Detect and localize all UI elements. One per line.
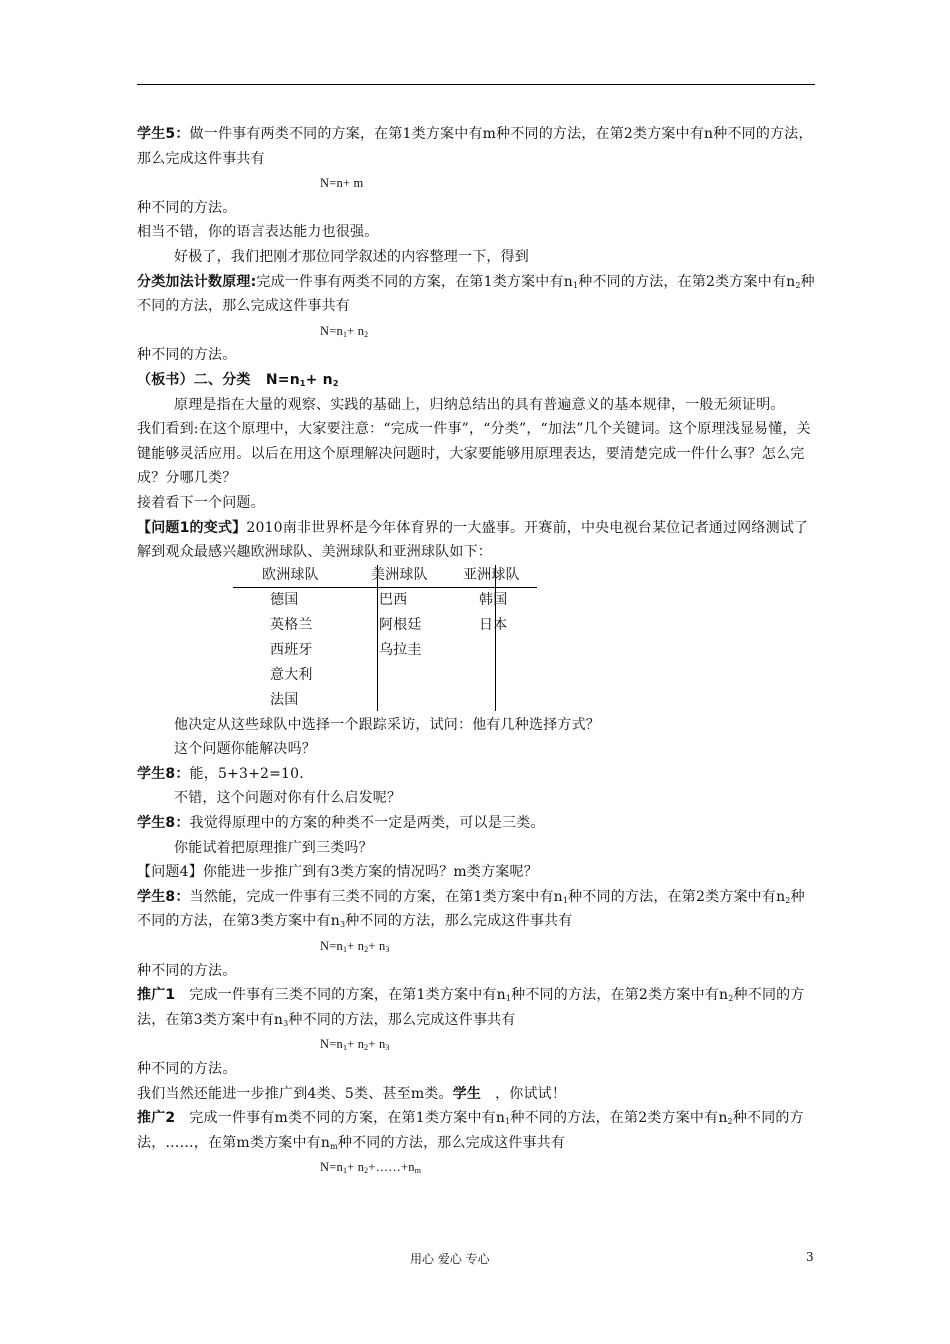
table-cell: 英格兰 [270,616,313,633]
text-part: 种不同的方法，在第3类方案中有n [137,987,805,1028]
subscript: 2 [728,994,734,1004]
formula-part: + n [368,1037,386,1052]
paragraph-problem1-variant [137,516,815,565]
subscript: 2 [785,895,791,905]
table-cell: 乌拉圭 [379,641,422,658]
generalization-label: 推广2 [137,1110,176,1127]
speaker-label: 学生 [452,1085,482,1102]
paragraph-text: 这个问题你能解决吗？ [174,741,316,758]
table-cell: 意大利 [270,666,313,683]
subscript: 1 [299,378,306,388]
team-table [137,565,815,713]
subscript: 3 [385,1043,390,1053]
table-cell: 巴西 [379,591,408,608]
text-part: 完成一件事有m类不同的方案，在第1类方案中有n [189,1110,506,1127]
formula-part: N=n [320,323,343,338]
paragraph-text: 2010南非世界杯是今年体育界的一大盛事。开赛前，中央电视台某位记者通过网络测试了解到观众最感兴趣欧洲球队、美洲球队和亚洲球队如下： [137,519,809,561]
paragraph-text: 种不同的方法。 [137,1061,237,1077]
subscript: 1 [342,945,348,955]
principle-label: 分类加法计数原理: [137,273,257,290]
subscript: 2 [364,1043,369,1053]
text-part: 种不同的方法，那么完成这件事共有 [337,1134,566,1151]
formula-part: + n [305,371,333,388]
paragraph-text: ，你试试！ [495,1085,567,1102]
formula-part: +……+n [368,1160,415,1175]
formula-generalization-2 [137,1155,815,1180]
table-column-divider [377,565,378,711]
paragraph-text: 不错，这个问题对你有什么启发呢？ [174,790,402,807]
table-cell: 法国 [270,691,299,708]
page-content [137,122,815,1180]
formula-part: N=n [320,939,343,954]
subscript: 1 [562,895,569,905]
paragraph-text: 我们当然还能进一步推广到4类、5类、甚至m类。 [137,1085,453,1102]
speaker-label: 学生8： [137,765,190,782]
text-part: 种不同的方法，那么完成这件事共有 [137,273,815,315]
formula-part: + n [347,1037,365,1052]
generalization-label: 推广1 [137,987,176,1004]
text-part: 种不同的方法，在第2类方案中有n [578,273,796,290]
formula-part: N=n [265,371,300,388]
paragraph-text: 种不同的方法。 [137,962,237,979]
text-part: 种不同的方法，……，在第m类方案中有n [137,1110,804,1151]
formula-part: N=n [320,1160,343,1175]
formula-generalization-1 [137,1032,815,1057]
subscript: 2 [795,280,801,290]
subscript: 3 [283,1018,289,1028]
text-part: 种不同的方法，在第2类方案中有n [568,888,786,905]
text-part: 种不同的方法，那么完成这件事共有 [345,913,573,930]
text-part: 种不同的方法，那么完成这件事共有 [288,1011,516,1028]
subscript: 1 [572,280,579,290]
subscript: 1 [342,329,348,339]
formula-three-classes [137,934,815,959]
paragraph-generalization-1 [137,983,815,1032]
table-header-rule [233,587,537,588]
subscript: 2 [364,945,369,955]
text-part: 完成一件事有三类不同的方案，在第1类方案中有n [189,987,506,1004]
paragraph-generalization-2 [137,1106,815,1155]
speaker-label: 学生8： [137,815,190,832]
paragraph-problem4: 【问题4】你能进一步推广到有3类方案的情况吗？m类方案呢？ [137,864,538,881]
header-rule [137,84,815,85]
footer-motto: 用心 爱心 专心 [410,1252,490,1266]
paragraph-text: 好极了，我们把刚才那位同学叙述的内容整理一下，得到 [174,248,529,265]
table-cell: 日本 [479,616,508,633]
paragraph-try-it [137,1082,815,1107]
paragraph-text: 你能试着把原理推广到三类吗？ [174,839,373,856]
formula-part: + n [347,323,365,338]
formula-part: + n [368,939,386,954]
subscript: 1 [342,1166,348,1176]
subscript: 1 [505,1117,511,1127]
subscript: 2 [727,1117,733,1127]
paragraph-text: 他决定从这些球队中选择一个跟踪采访，试问：他有几种选择方式？ [174,716,600,733]
formula-part: + n [347,939,365,954]
formula-part: N=n [320,1037,343,1052]
speaker-label: 学生5： [137,126,190,142]
paragraph-student8-reply [137,811,815,836]
text-part: 种不同的方法，在第2类方案中有n [510,1110,728,1127]
table-header: 亚洲球队 [463,566,520,583]
paragraph-text: 种不同的方法。 [137,347,237,364]
table-column-divider [495,565,496,711]
paragraph-text: 原理是指在大量的观察、实践的基础上，归纳总结出的具有普遍意义的基本规律，一般无须证明。 [174,396,785,413]
subscript: m [330,1141,338,1151]
paragraph-text: 能，5+3+2=10. [189,765,304,782]
table-header: 美洲球队 [371,566,428,583]
formula-part: + n [347,1160,365,1175]
paragraph-text: 做一件事有两类不同的方案，在第1类方案中有m种不同的方法，在第2类方案中有n种不同的方法，那么完成这件事共有 [137,126,813,167]
formula-n-plus-m: N=n+ m [320,176,364,191]
text-part: 完成一件事有两类不同的方案，在第1类方案中有n [256,273,573,290]
paragraph-text: 种不同的方法。 [137,199,237,216]
paragraph-text: 我们看到:在这个原理中，大家要注意：“完成一件事”，“分类”，“加法”几个关键词。这个原理浅显易懂，关键能够灵活应用。以后在用这个原理解决问题时，大家要能够用原理表达，要清楚完成一件什么事？怎么完成？分哪几类？ [137,421,811,487]
table-header: 欧洲球队 [262,566,319,583]
text-part: 种不同的方法，在第2类方案中有n [511,987,729,1004]
subscript: 2 [332,378,339,388]
paragraph-student8-three-classes [137,885,815,934]
subscript: 1 [505,994,512,1004]
blackboard-heading [137,368,815,393]
table-cell: 德国 [270,591,299,608]
subscript: 1 [342,1043,348,1053]
paragraph-text: 接着看下一个问题。 [137,494,265,511]
speaker-label: 学生8： [137,888,190,905]
page-number: 3 [806,1250,814,1264]
table-cell: 西班牙 [270,641,313,658]
subscript: 3 [339,920,346,930]
table-cell: 阿根廷 [379,616,422,633]
paragraph-text: 相当不错，你的语言表达能力也很强。 [137,224,379,241]
heading-text: （板书）二、分类 [137,371,251,388]
subscript: 2 [364,329,369,339]
subscript: 2 [364,1166,369,1176]
text-part: 当然能，完成一件事有三类不同的方案，在第1类方案中有n [189,888,563,905]
subscript: m [414,1166,422,1176]
paragraph-addition-principle [137,270,815,319]
paragraph-student8-answer [137,762,815,787]
paragraph-student5 [137,122,815,171]
text-part: 种不同的方法，在第3类方案中有n [137,888,805,930]
subscript: 3 [385,945,390,955]
problem-label: 【问题1的变式】 [137,519,247,536]
paragraph-text: 我觉得原理中的方案的种类不一定是两类，可以是三类。 [189,815,545,832]
formula-n1-plus-n2 [137,319,815,344]
table-cell: 韩国 [479,591,508,608]
